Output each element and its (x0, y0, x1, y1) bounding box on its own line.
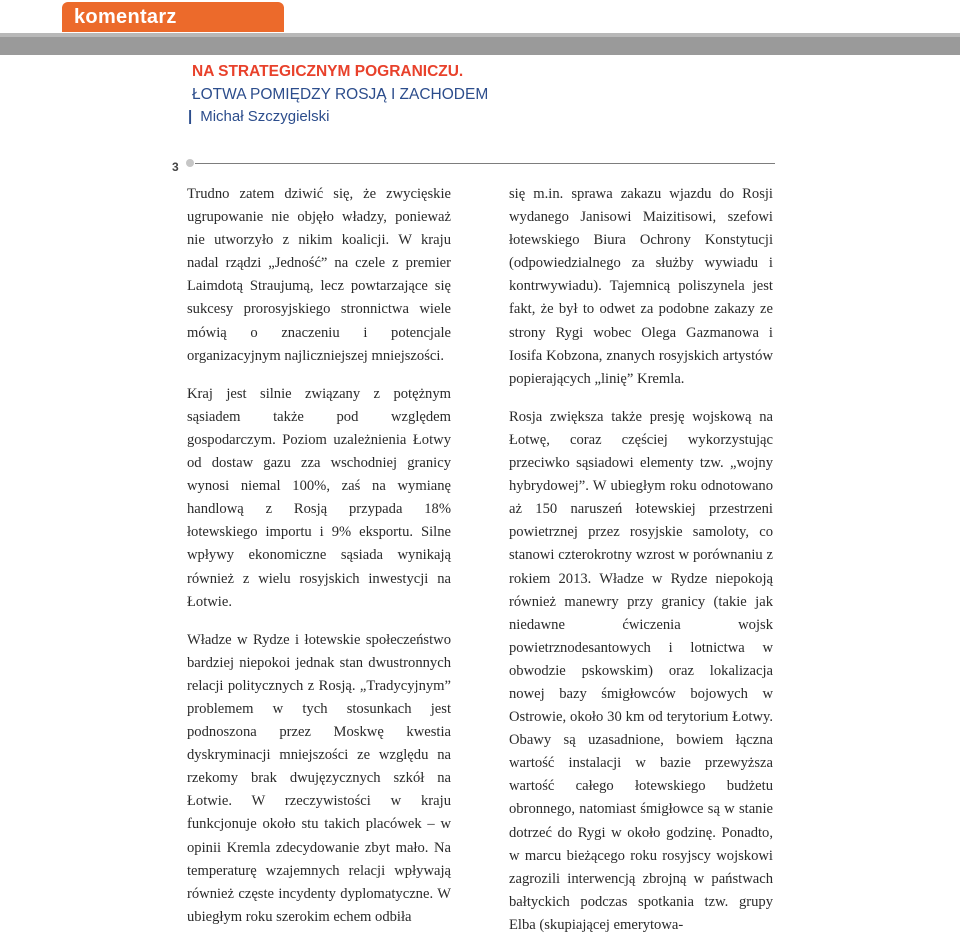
paragraph: Rosja zwiększa także presję wojskową na Łotwę, coraz częściej wykorzystując przeciwko sąsiadowi elementy tzw. „wojny hybrydowej”. W ubiegłym roku odnotowano aż 150 naruszeń łotewskiej przestrzeni powietrznej przez rosyjskie samoloty, co stanowi czterokrotny wzrost w porównaniu z rokiem 2013. Władze w Rydze niepokoją również manewry przy granicy (takie jak niedawne ćwiczenia wojsk powietrznodesantowych i lotnictwa w obwodzie pskowskim) oraz lokalizacja nowej bazy śmigłowców bojowych w Ostrowie, około 30 km od terytorium Łotwy. Obawy są uzasadnione, bowiem łączna wartość instalacji w bazie przewyższa wartość całego łotewskiego budżetu obronnego, natomiast śmigłowce są w stanie dotrzeć do Rygi w około godzinę. Ponadto, w marcu bieżącego roku rosyjscy wojskowi zagrozili interwencją zbrojną w państwach bałtyckich podczas spotkania tzw. grupy Elba (skupiającej emerytowa- (509, 408, 773, 933)
author-line (188, 108, 329, 125)
paragraph: Trudno zatem dziwić się, że zwycięskie ugrupowanie nie objęło władzy, ponieważ nie utworzyło z nikim koalicji. W kraju nadal rządzi „Jedność” na czele z premier Laimdotą Straujumą, lecz powtarzające się sukcesy prorosyjskiego stronnictwa wiele mówią o znaczeniu i potencjale organizacyjnym najliczniejszej mniejszości. (187, 186, 451, 364)
divider-rule (195, 163, 775, 164)
paragraph: Kraj jest silnie związany z potężnym sąsiadem także pod względem gospodarczym. Poziom uzależnienia Łotwy od dostaw gazu zza wschodniej granicy wynosi niemal 100%, zaś na wymianę handlową z Rosją przypada 18% łotewskiego importu i 9% eksportu. Silne wpływy ekonomiczne sąsiada wynikają również z wielu rosyjskich inwestycji na Łotwie. (187, 385, 451, 610)
article-title: NA STRATEGICZNYM POGRANICZU. (192, 63, 464, 80)
text-column-right (509, 183, 773, 937)
dot-icon (186, 159, 194, 167)
paragraph: się m.in. sprawa zakazu wjazdu do Rosji wydanego Janisowi Maizitisowi, szefowi łotewskiego Biura Ochrony Konstytucji (odpowiedzialnego za służby wywiadu i kontrwywiadu). Tajemnicą poliszynela jest fakt, że był to odwet za podobne zakazy ze strony Rygi wobec Olega Gazmanowa i Iosifa Kobzona, znanych rosyjskich artystów popierających „linię” Kremla. (509, 186, 773, 387)
article-subtitle: ŁOTWA POMIĘDZY ROSJĄ I ZACHODEM (192, 86, 489, 103)
section-tab: komentarz (62, 2, 284, 32)
author-name: Michał Szczygielski (200, 108, 330, 125)
header-band-highlight (0, 33, 960, 37)
page-number: 3 (172, 160, 179, 174)
paragraph: Władze w Rydze i łotewskie społeczeństwo bardziej niepokoi jednak stan dwustronnych relacji politycznych z Rosją. „Tradycyjnym” problemem w tych stosunkach jest podnoszona przez Moskwę kwestia dyskryminacji mniejszości ze względu na rzekomy brak dwujęzycznych szkół na Łotwie. W rzeczywistości w kraju funkcjonuje około stu takich placówek – w opinii Kremla zdecydowanie zbyt mało. Na temperaturę wzajemnych relacji wpływają również częste incydenty dyplomatyczne. W ubiegłym roku szerokim echem odbiła (187, 631, 451, 925)
text-column-left (187, 183, 451, 929)
author-separator: | (188, 108, 193, 125)
